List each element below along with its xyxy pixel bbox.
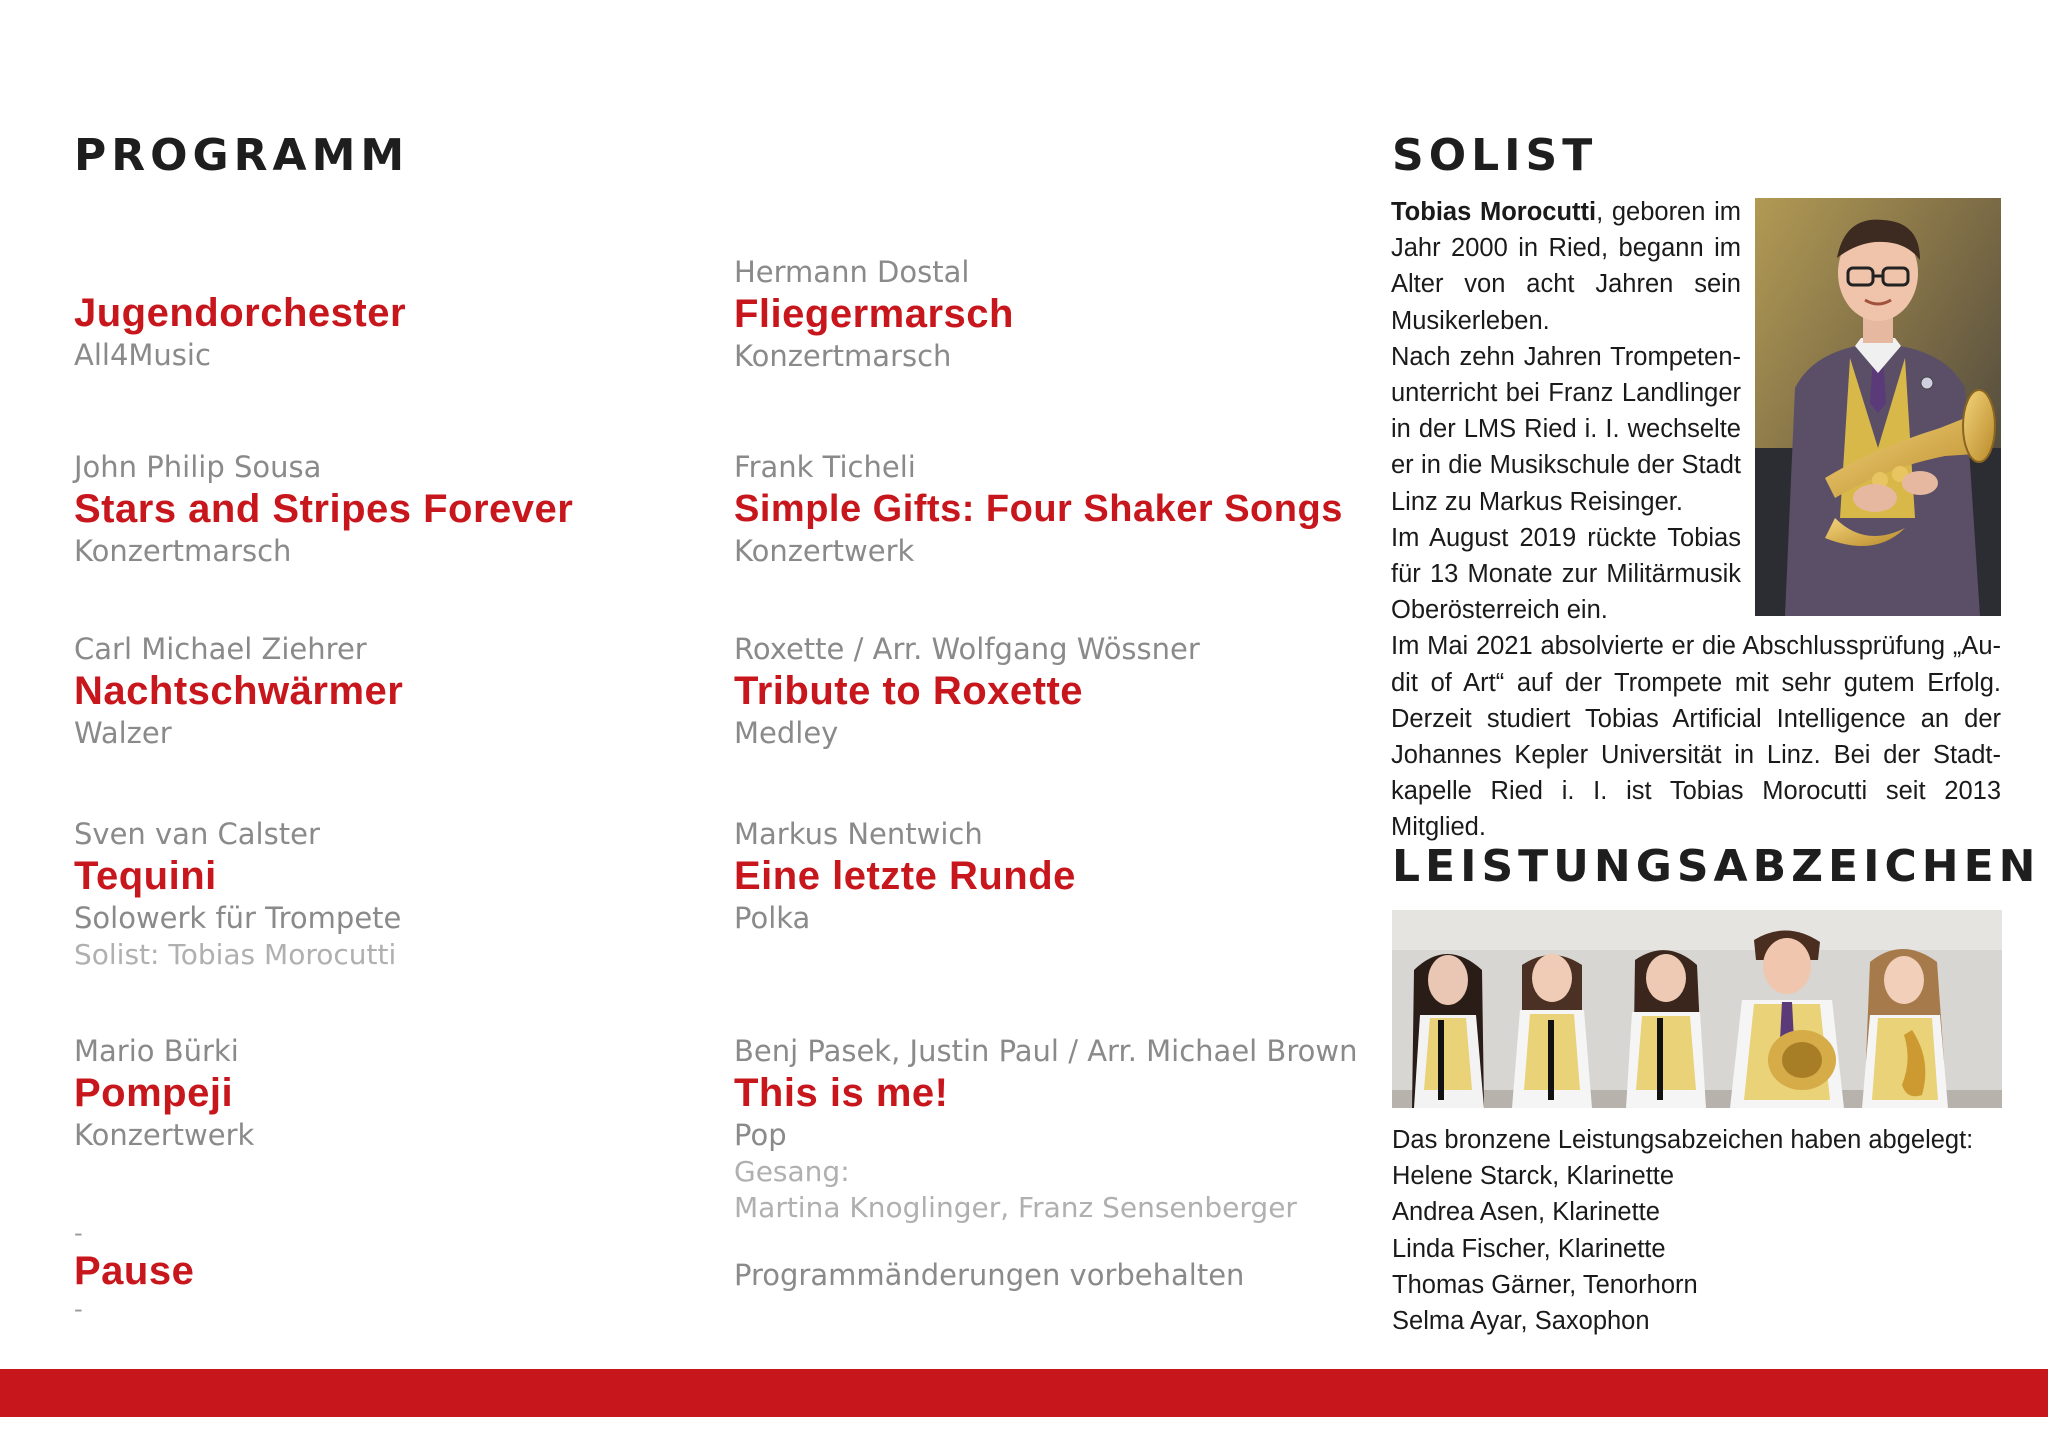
program-genre: All4Music	[74, 338, 211, 372]
pause-dash-bottom: -	[74, 1295, 83, 1323]
list-item: Andrea Asen, Klarinette	[1392, 1198, 1660, 1227]
soloist-bio-exam: Im Mai 2021 absolvierte er die Abschlussprüfung „Au-dit of Art“ auf der Trompete mit sehr gutem Erfolg. Derzeit studiert Tobias Artificial Intelligence an der Johannes Kepler Universität in Linz. Bei der Stadt-kapelle Ried i. I. ist Tobias Morocutti seit 2013 Mitglied.	[1391, 632, 2001, 842]
solist-heading: SOLIST	[1392, 130, 1598, 181]
program-title: Stars and Stripes Forever	[74, 487, 574, 531]
soloist-bio-military: Im August 2019 rückte Tobias für 13 Monate zur Militärmusik Oberösterreich ein.	[1391, 523, 1741, 625]
program-title: Fliegermarsch	[734, 292, 1014, 336]
footer-accent-bar	[0, 1369, 2048, 1417]
program-title: This is me!	[734, 1071, 949, 1115]
programm-heading: PROGRAMM	[74, 130, 410, 181]
program-composer: Benj Pasek, Justin Paul / Arr. Michael Brown	[734, 1034, 1358, 1068]
list-item: Linda Fischer, Klarinette	[1392, 1234, 1666, 1263]
program-item-simple-gifts	[734, 448, 1374, 570]
program-item-nachtschwaermer	[74, 630, 714, 752]
program-title: Eine letzte Runde	[734, 854, 1076, 898]
program-item-pompeji	[74, 1032, 714, 1154]
program-title: Simple Gifts: Four Shaker Songs	[734, 488, 1343, 530]
program-genre: Konzertwerk	[74, 1118, 255, 1152]
program-item-this-is-me	[734, 1032, 1374, 1226]
program-vocals-label: Gesang:	[734, 1155, 850, 1188]
program-composer: Markus Nentwich	[734, 817, 983, 851]
soloist-bio-education: Nach zehn Jahren Trompeten-unterricht bei Franz Landlinger in der LMS Ried i. I. wechselte er in die Musikschule der Stadt Linz zu Markus Reisinger.	[1391, 342, 1741, 516]
program-item-pause	[74, 1218, 714, 1324]
program-genre: Medley	[734, 716, 839, 750]
program-composer: Hermann Dostal	[734, 255, 970, 289]
program-item-stars-and-stripes	[74, 448, 714, 570]
soloist-bio-intro: , geboren im Jahr 2000 in Ried, begann im Alter von acht Jahren sein Musikerleben.	[1391, 198, 1741, 335]
leistungsabzeichen-intro: Das bronzene Leistungsabzeichen haben abgelegt:	[1392, 1126, 1974, 1154]
program-composer: Carl Michael Ziehrer	[74, 632, 367, 666]
program-genre: Walzer	[74, 716, 172, 750]
program-title: Nachtschwärmer	[74, 669, 404, 713]
program-item-jugendorchester	[74, 290, 714, 374]
program-change-notice: Programmänderungen vorbehalten	[734, 1258, 1245, 1292]
leistungsabzeichen-list	[1392, 1122, 1973, 1339]
program-title: Jugendorchester	[74, 291, 407, 335]
program-title: Pause	[74, 1249, 195, 1293]
program-genre: Pop	[734, 1118, 787, 1152]
program-genre: Konzertwerk	[734, 534, 915, 568]
program-title: Tequini	[74, 854, 217, 898]
program-title: Tribute to Roxette	[734, 669, 1084, 713]
leistungsabzeichen-heading: LEISTUNGSABZEICHEN	[1392, 841, 2041, 892]
program-item-tribute-roxette	[734, 630, 1374, 752]
program-genre: Konzertmarsch	[74, 534, 292, 568]
list-item: Selma Ayar, Saxophon	[1392, 1307, 1650, 1336]
program-item-fliegermarsch	[734, 253, 1374, 375]
program-composer: Mario Bürki	[74, 1034, 239, 1068]
program-genre: Solowerk für Trompete	[74, 901, 402, 935]
soloist-name: Tobias Morocutti	[1391, 198, 1597, 226]
program-composer: John Philip Sousa	[74, 450, 322, 484]
list-item: Thomas Gärner, Tenorhorn	[1392, 1270, 1698, 1299]
program-composer: Roxette / Arr. Wolfgang Wössner	[734, 632, 1200, 666]
program-composer: Frank Ticheli	[734, 450, 916, 484]
soloist-portrait	[1755, 198, 2001, 616]
program-item-tequini	[74, 815, 714, 973]
program-genre: Konzertmarsch	[734, 339, 952, 373]
leistungsabzeichen-group-photo	[1392, 910, 2002, 1108]
pause-dash-top: -	[74, 1219, 83, 1247]
program-genre: Polka	[734, 901, 811, 935]
program-soloist: Solist: Tobias Morocutti	[74, 938, 397, 971]
program-title: Pompeji	[74, 1071, 234, 1115]
program-item-eine-letzte-runde	[734, 815, 1374, 937]
program-composer: Sven van Calster	[74, 817, 320, 851]
program-vocals-names: Martina Knoglinger, Franz Sensenberger	[734, 1191, 1297, 1224]
solist-biography	[1391, 194, 2001, 846]
list-item: Helene Starck, Klarinette	[1392, 1162, 1675, 1191]
